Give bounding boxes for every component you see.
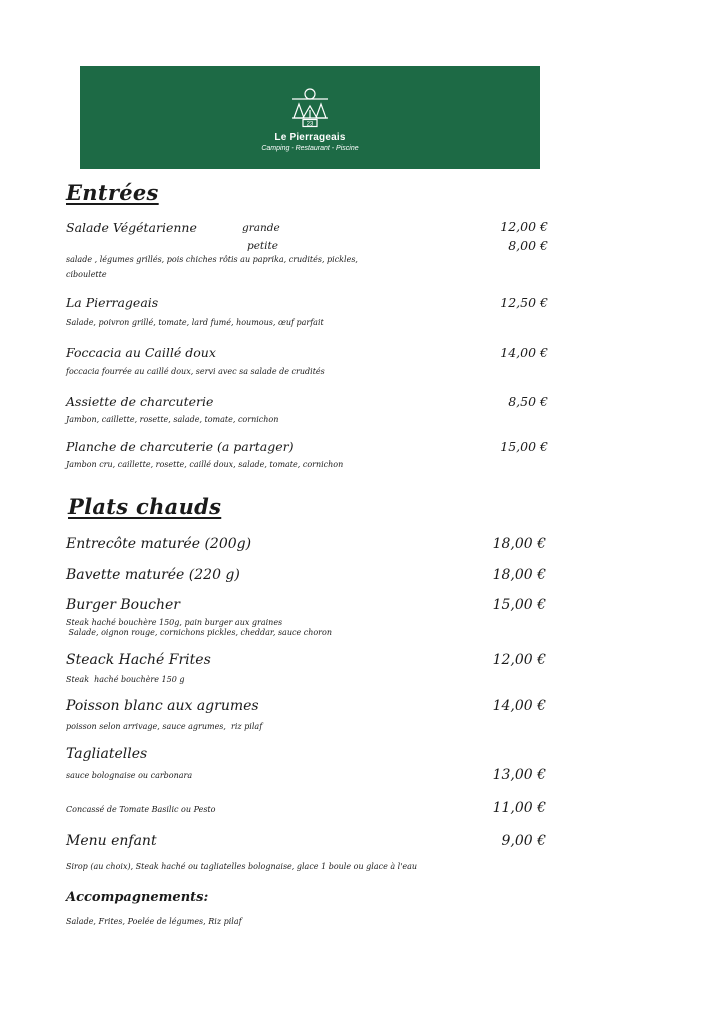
menu-enfant-price: 9,00 €	[501, 833, 546, 849]
burger-boucher-price: 15,00 €	[492, 597, 546, 613]
logo-tagline: Camping - Restaurant - Piscine	[261, 145, 359, 152]
tagliatelles-option-2: Concassé de Tomate Basilic ou Pesto	[66, 805, 216, 814]
logo-mark-text: 23	[306, 121, 314, 128]
la-pierrageais-name: La Pierrageais	[66, 295, 159, 310]
menu-enfant-name: Menu enfant	[66, 833, 157, 849]
entrees-heading: Entrées	[66, 180, 159, 205]
salade-description-2: ciboulette	[66, 270, 107, 279]
foccacia-description: foccacia fourrée au caillé doux, servi avec sa salade de crudités	[66, 367, 325, 376]
entrecote-price: 18,00 €	[492, 536, 546, 552]
campsite-logo-icon	[288, 86, 332, 128]
foccacia-name: Foccacia au Caillé doux	[66, 345, 216, 360]
plats-chauds-heading: Plats chauds	[68, 494, 222, 519]
bavette-price: 18,00 €	[492, 567, 546, 583]
accompagnements-list: Salade, Frites, Poelée de légumes, Riz pilaf	[66, 917, 242, 926]
bavette-name: Bavette maturée (220 g)	[66, 567, 240, 583]
salade-size-small: petite	[247, 240, 278, 252]
tagliatelles-price-2: 11,00 €	[492, 800, 546, 816]
foccacia-price: 14,00 €	[500, 345, 548, 360]
entrecote-name: Entrecôte maturée (200g)	[66, 536, 252, 552]
planche-charcuterie-description: Jambon cru, caillette, rosette, caillé doux, salade, tomate, cornichon	[66, 460, 344, 469]
steack-hache-description: Steak haché bouchère 150 g	[66, 675, 185, 684]
salade-size-large: grande	[242, 222, 280, 234]
planche-charcuterie-name: Planche de charcuterie (a partager)	[66, 439, 294, 454]
steack-hache-price: 12,00 €	[492, 652, 546, 668]
la-pierrageais-price: 12,50 €	[500, 295, 548, 310]
menu-enfant-description: Sirop (au choix), Steak haché ou tagliatelles bolognaise, glace 1 boule ou glace à l'eau	[66, 862, 418, 871]
salade-price-small: 8,00 €	[508, 238, 548, 253]
la-pierrageais-description: Salade, poivron grillé, tomate, lard fumé, houmous, œuf parfait	[66, 318, 324, 327]
poisson-price: 14,00 €	[492, 698, 546, 714]
planche-charcuterie-price: 15,00 €	[500, 439, 548, 454]
header-banner	[80, 66, 540, 169]
salade-description-1: salade , légumes grillés, pois chiches rôtis au paprika, crudités, pickles,	[66, 255, 358, 264]
logo-name: Le Pierrageais	[274, 132, 346, 143]
burger-description-2: Salade, oignon rouge, cornichons pickles, cheddar, sauce choron	[66, 628, 332, 637]
burger-boucher-name: Burger Boucher	[66, 597, 180, 613]
accompagnements-heading: Accompagnements:	[66, 890, 209, 905]
tagliatelles-price-1: 13,00 €	[492, 767, 546, 783]
assiette-charcuterie-name: Assiette de charcuterie	[66, 394, 214, 409]
assiette-charcuterie-description: Jambon, caillette, rosette, salade, tomate, cornichon	[66, 415, 279, 424]
poisson-name: Poisson blanc aux agrumes	[66, 698, 259, 714]
assiette-charcuterie-price: 8,50 €	[508, 394, 548, 409]
tagliatelles-name: Tagliatelles	[66, 746, 148, 762]
salade-price-large: 12,00 €	[500, 219, 548, 234]
poisson-description: poisson selon arrivage, sauce agrumes, riz pilaf	[66, 722, 263, 731]
steack-hache-name: Steack Haché Frites	[66, 652, 211, 668]
tagliatelles-option-1: sauce bolognaise ou carbonara	[66, 771, 193, 780]
burger-description-1: Steak haché bouchère 150g, pain burger aux graines	[66, 618, 283, 627]
salade-vegetarienne-name: Salade Végétarienne	[66, 220, 197, 235]
